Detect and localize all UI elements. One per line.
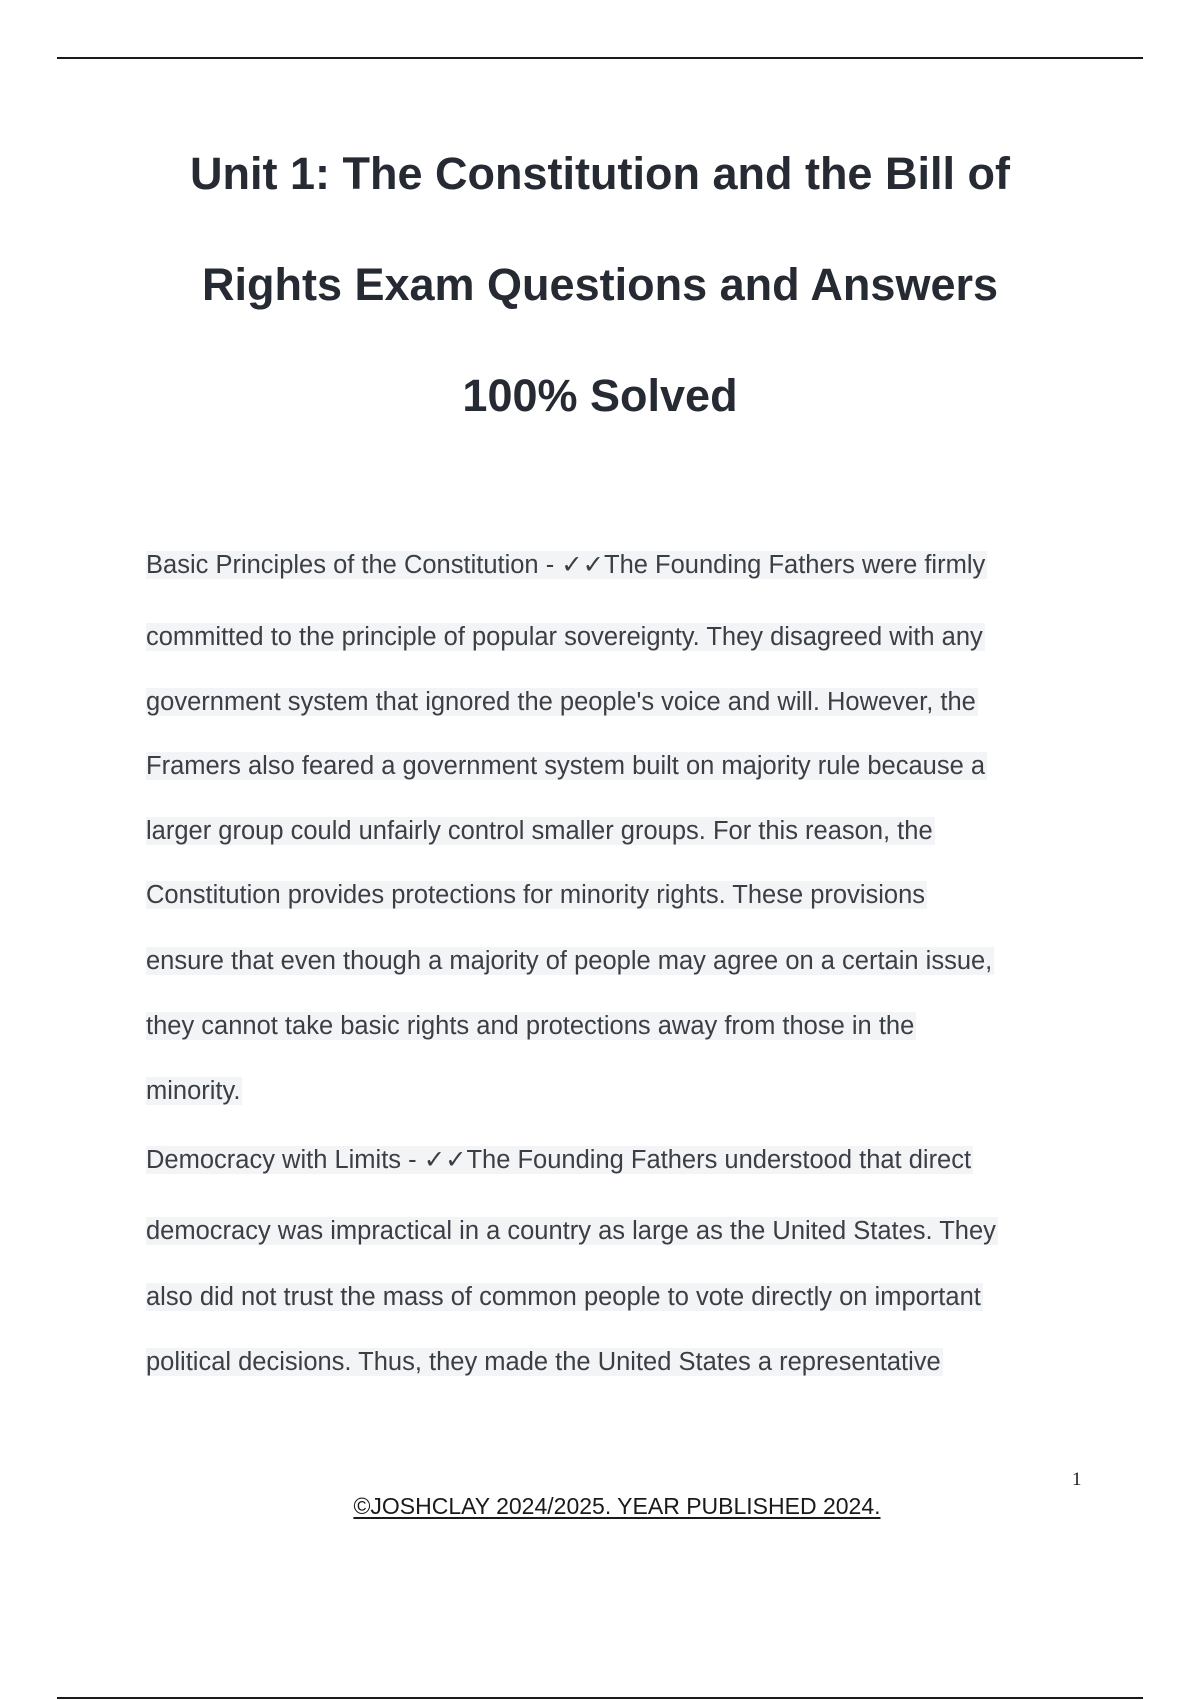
text-line: minority. bbox=[146, 1077, 241, 1105]
bottom-rule bbox=[57, 1697, 1143, 1699]
text-line: also did not trust the mass of common people to vote directly on important bbox=[146, 1283, 981, 1311]
text-line: Democracy with Limits - ✓✓The Founding Fathers understood that direct bbox=[146, 1146, 972, 1174]
text-line: committed to the principle of popular sovereignty. They disagreed with any bbox=[146, 623, 983, 651]
text-line: larger group could unfairly control smaller groups. For this reason, the bbox=[146, 817, 933, 845]
text-line: democracy was impractical in a country as large as the United States. They bbox=[146, 1217, 996, 1245]
page-number: 1 bbox=[1072, 1469, 1082, 1490]
text-line: ensure that even though a majority of people may agree on a certain issue, bbox=[146, 947, 993, 975]
title-line: Unit 1: The Constitution and the Bill of bbox=[190, 148, 1010, 199]
text-line: government system that ignored the people's voice and will. However, the bbox=[146, 688, 976, 716]
text-line: they cannot take basic rights and protections away from those in the bbox=[146, 1012, 915, 1040]
text-line: Constitution provides protections for minority rights. These provisions bbox=[146, 881, 926, 909]
text-line: political decisions. Thus, they made the United States a representative bbox=[146, 1348, 941, 1376]
text-line: Framers also feared a government system built on majority rule because a bbox=[146, 752, 986, 780]
title-line: 100% Solved bbox=[462, 370, 738, 421]
top-rule bbox=[57, 57, 1143, 59]
footer bbox=[0, 1493, 1200, 1520]
title-line: Rights Exam Questions and Answers bbox=[201, 259, 999, 310]
document-title bbox=[100, 118, 1100, 451]
copyright-notice: ©JOSHCLAY 2024/2025. YEAR PUBLISHED 2024. bbox=[353, 1493, 881, 1519]
text-line: Basic Principles of the Constitution - ✓✓The Founding Fathers were firmly bbox=[146, 551, 986, 579]
